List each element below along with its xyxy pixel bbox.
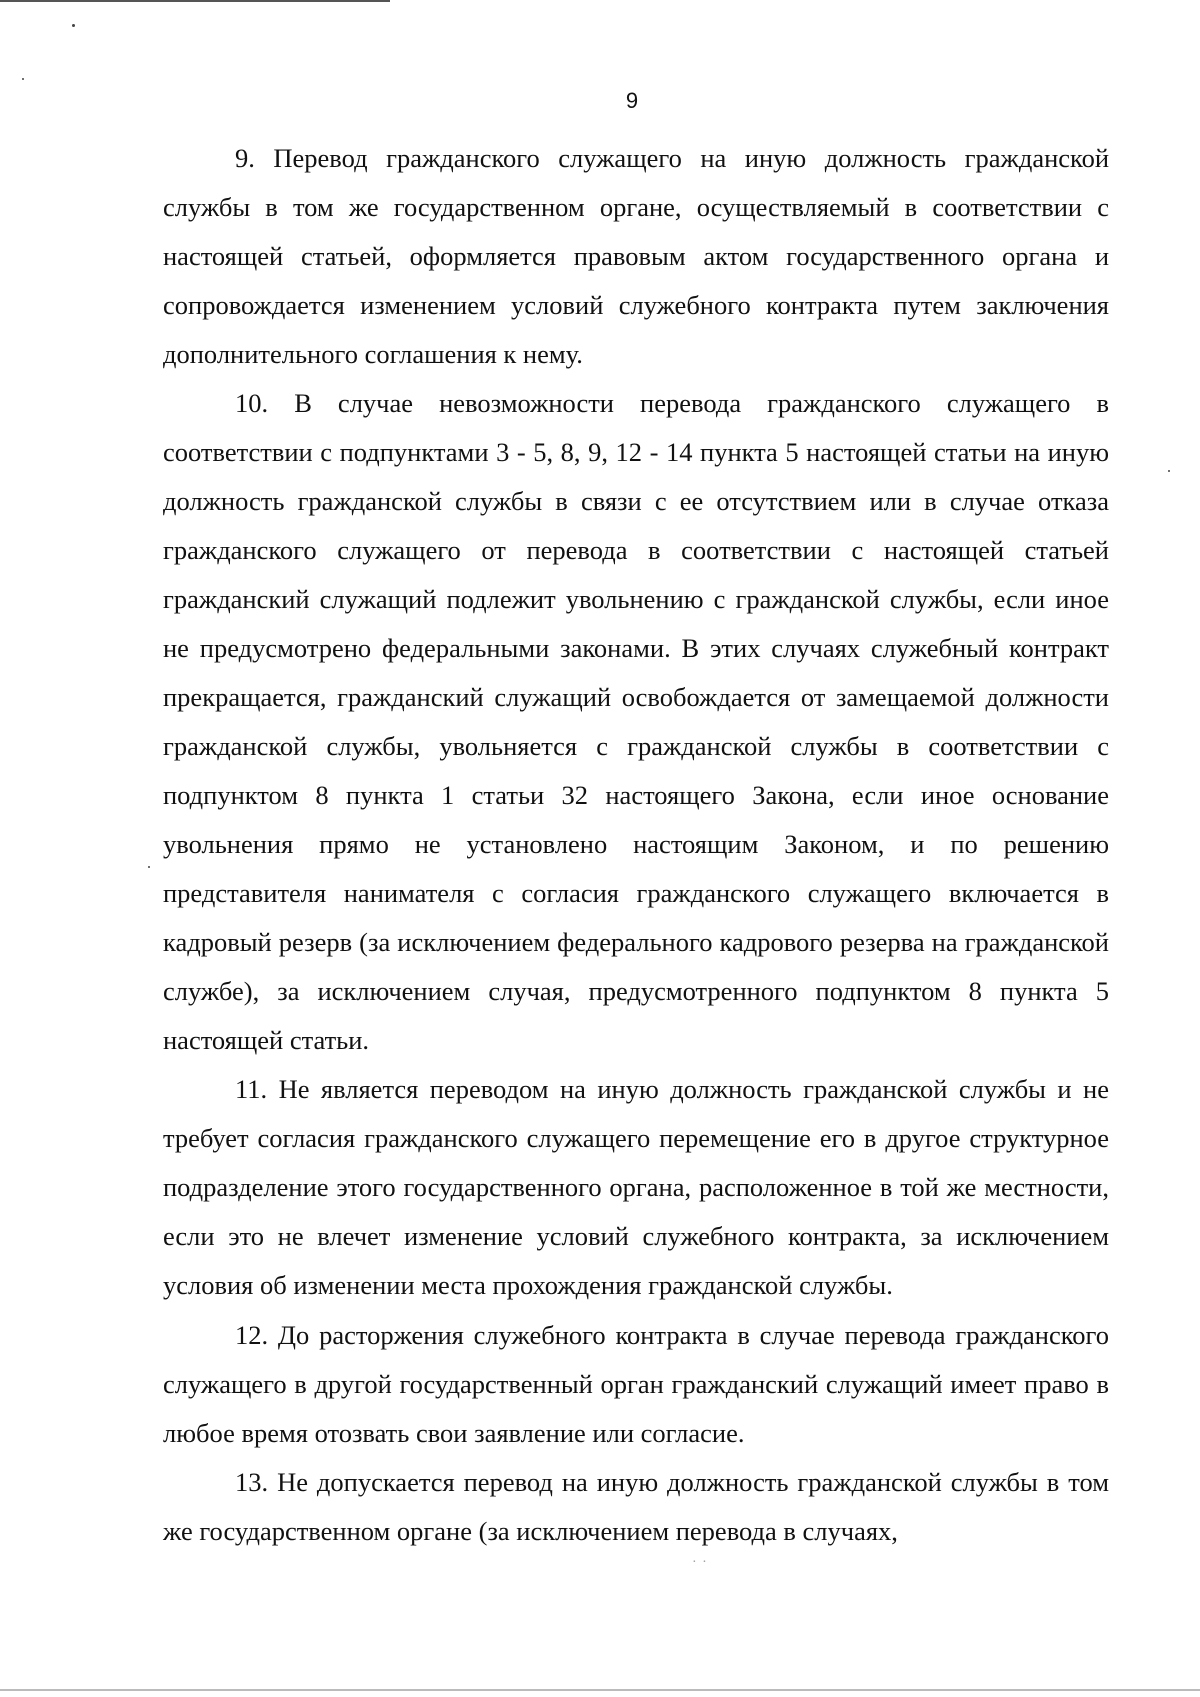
paragraph-11: 11. Не является переводом на иную должность гражданской службы и не требует согласия гражданского служащего перемещение его в другое структурное подразделение этого государственного органа, расположенное в той же местности, если это не влечет изменение условий служебного контракта, за исключением условия об изменении места прохождения гражданской службы.	[163, 1074, 1109, 1300]
scan-speck	[72, 24, 75, 27]
scan-bottom-edge	[0, 1689, 1200, 1691]
paragraph-10: 10. В случае невозможности перевода гражданского служащего в соответствии с подпунктами 3 - 5, 8, 9, 12 - 14 пункта 5 настоящей статьи на иную должность гражданской службы в связи с ее отсутствием или в случае отказа гражданского служащего от перевода в соответствии с настоящей статьей гражданский служащий подлежит увольнению с гражданской службы, если иное не предусмотрено федеральными законами. В этих случаях служебный контракт прекращается, гражданский служащий освобождается от замещаемой должности гражданской службы, увольняется с гражданской службы в соответствии с подпунктом 8 пункта 1 статьи 32 настоящего Закона, если иное основание увольнения прямо не установлено настоящим Законом, и по решению представителя нанимателя с согласия гражданского служащего включается в кадровый резерв (за исключением федерального кадрового резерва на гражданской службе), за исключением случая, предусмотренного подпунктом 8 пункта 5 настоящей статьи.	[163, 388, 1109, 1055]
scan-artifact: · ·	[692, 1555, 708, 1570]
paragraph-12: 12. До расторжения служебного контракта в случае перевода гражданского служащего в другой государственный орган гражданский служащий имеет право в любое время отозвать свои заявление или согласие.	[163, 1320, 1109, 1448]
scan-speck	[22, 78, 24, 80]
scan-top-edge	[0, 0, 390, 2]
document-body	[163, 134, 1109, 1556]
paragraph-9: 9. Перевод гражданского служащего на иную должность гражданской службы в том же государственном органе, осуществляемый в соответствии с настоящей статьей, оформляется правовым актом государственного органа и сопровождается изменением условий служебного контракта путем заключения дополнительного соглашения к нему.	[163, 143, 1109, 369]
scan-speck	[148, 866, 150, 868]
paragraph-13: 13. Не допускается перевод на иную должность гражданской службы в том же государственном органе (за исключением перевода в случаях,	[163, 1467, 1109, 1546]
scan-speck	[1168, 470, 1170, 472]
page-number: 9	[625, 88, 639, 113]
